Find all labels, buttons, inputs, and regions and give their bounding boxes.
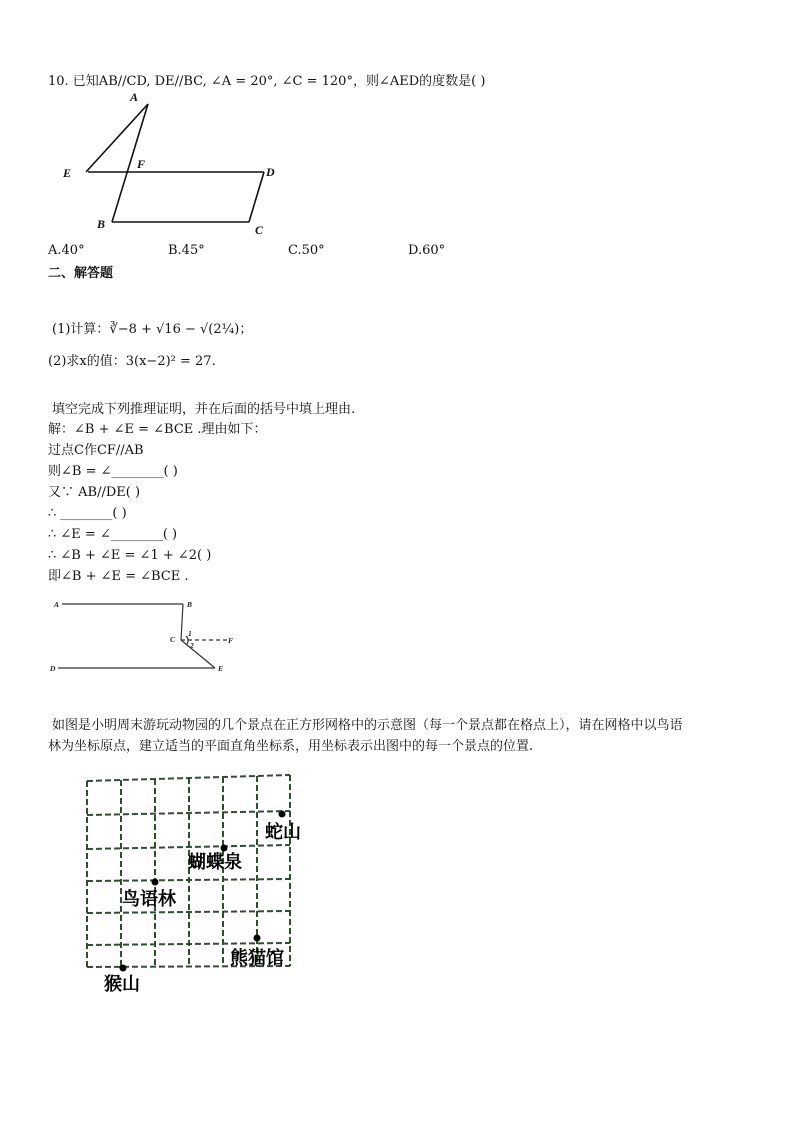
calc-line1-prefix: (1)计算： xyxy=(52,322,110,337)
bird-dot xyxy=(152,879,159,886)
zoo-text-line2: 林为坐标原点，建立适当的平面直角坐标系，用坐标表示出图中的每一个景点的位置. xyxy=(48,739,534,754)
zoo-text-line1: 如图是小明周末游玩动物园的几个景点在正方形网格中的示意图（每一个景点都在格点上），请在网格中以鸟语 xyxy=(52,718,683,733)
section-title: 二、解答题 xyxy=(48,266,114,281)
option-d: D.60° xyxy=(408,243,446,258)
panda-dot xyxy=(254,935,261,942)
calc-line1-expr: ∛−8 + √16 − √(2¼) xyxy=(109,322,240,337)
proof-line-4: 又∵ AB//DE( ) xyxy=(48,485,141,500)
label-E: E xyxy=(63,166,72,180)
proof-line-7: ∴ ∠B + ∠E = ∠1 + ∠2( ) xyxy=(48,548,212,563)
proof-line-5: ∴ ________( ) xyxy=(48,506,127,521)
option-a: A.40° xyxy=(48,243,85,258)
proof-line-3: 则∠B = ∠________( ) xyxy=(48,464,178,479)
label-D: D xyxy=(266,165,275,179)
bird-label: 鸟语林 xyxy=(122,889,176,910)
label-B: B xyxy=(97,217,106,231)
proof-intro: 填空完成下列推理证明，并在后面的括号中填上理由. xyxy=(52,402,356,417)
option-c: C.50° xyxy=(288,243,325,258)
option-b: B.45° xyxy=(168,243,205,258)
label-C: C xyxy=(255,223,264,237)
snake-dot xyxy=(279,811,286,818)
calc-line2: (2)求x的值：3(x−2)² = 27. xyxy=(48,354,216,369)
label-C: C xyxy=(170,635,176,644)
butterfly-label: 蝴蝶泉 xyxy=(188,852,242,873)
proof-line-1: 解：∠B + ∠E = ∠BCE .理由如下： xyxy=(48,422,267,437)
calc-line1-suffix: ； xyxy=(239,322,253,337)
proof-line-8: 即∠B + ∠E = ∠BCE . xyxy=(48,569,189,584)
label-F: F xyxy=(137,157,146,171)
label-A: A xyxy=(130,90,139,104)
label-B: B xyxy=(187,600,193,609)
monkey-dot xyxy=(120,965,127,972)
snake-label: 蛇山 xyxy=(265,822,301,843)
label-angle-2: 2 xyxy=(190,641,194,650)
label-F: F xyxy=(228,636,234,645)
label-angle-1: 1 xyxy=(188,629,192,638)
panda-label: 熊猫馆 xyxy=(230,948,284,969)
q10-stem: 10. 已知AB//CD, DE//BC, ∠A = 20°, ∠C = 120°，则∠AED的度数是( ) xyxy=(48,74,486,89)
monkey-label: 猴山 xyxy=(104,974,140,995)
proof-line-6: ∴ ∠E = ∠________( ) xyxy=(48,527,178,542)
label-E: E xyxy=(218,664,224,673)
proof-line-2: 过点C作CF//AB xyxy=(48,443,144,458)
label-A: A xyxy=(54,600,60,609)
label-D: D xyxy=(50,664,56,673)
butterfly-dot xyxy=(221,845,228,852)
